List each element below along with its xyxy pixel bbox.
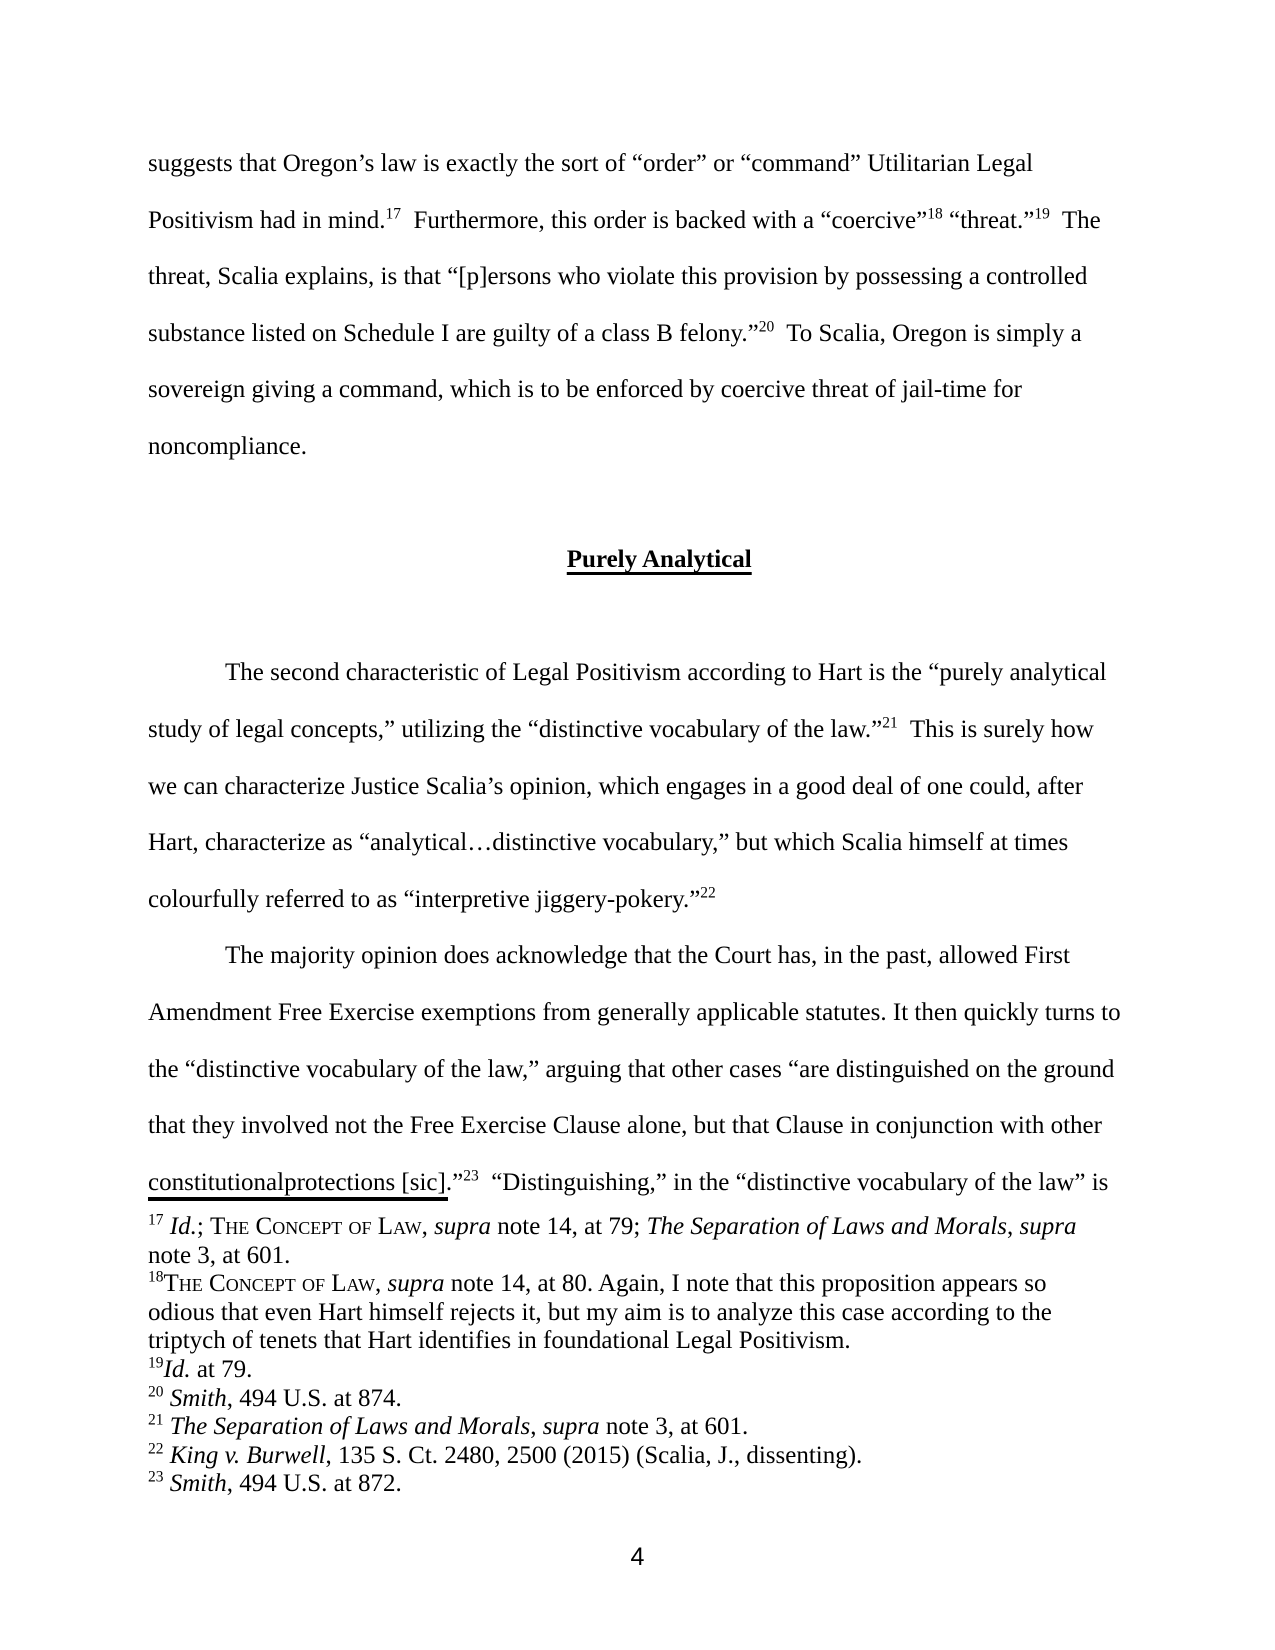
footnote-reference: 21	[882, 714, 898, 732]
text-line	[148, 928, 1133, 985]
text-segment: Id.	[169, 1213, 197, 1240]
text-line	[148, 362, 1133, 419]
text-line	[148, 985, 1133, 1042]
body-text	[148, 136, 1133, 1211]
text-line	[148, 249, 1133, 306]
text-segment: The Concept of Law	[163, 1270, 376, 1298]
text-segment: “Distinguishing,” in the “distinctive vocabulary of the law” is	[478, 1168, 1109, 1196]
text-line	[148, 1413, 1138, 1442]
text-segment: King v. Burwell	[169, 1441, 326, 1469]
text-segment: the “distinctive vocabulary of the law,” arguing that other cases “are distinguished on the ground	[148, 1055, 1115, 1083]
text-line	[148, 815, 1133, 872]
text-segment: supra	[1019, 1213, 1077, 1240]
text-segment: threat, Scalia explains, is that “[p]ersons who violate this provision by possessing a controlled	[148, 263, 1088, 291]
text-line	[148, 1470, 1138, 1499]
footnote-reference: 18	[927, 205, 943, 223]
text-segment: supra	[434, 1213, 492, 1240]
text-segment: supra	[387, 1270, 445, 1298]
text-line	[148, 306, 1133, 363]
text-segment: Amendment Free Exercise exemptions from generally applicable statutes. It then quickly turns to	[148, 998, 1121, 1026]
text-segment: substance listed on Schedule I are guilty of a class B felony.”	[148, 319, 759, 347]
footnote-reference: 22	[700, 884, 716, 902]
text-line	[148, 419, 1133, 476]
text-segment: suggests that Oregon’s law is exactly the sort of “order” or “command” Utilitarian Legal	[148, 150, 1034, 177]
section-heading	[148, 476, 1133, 646]
text-segment: Positivism had in mind.	[148, 206, 386, 234]
text-line	[148, 1327, 1138, 1356]
text-segment: , 135 S. Ct. 2480, 2500 (2015) (Scalia, J., dissenting).	[325, 1441, 863, 1469]
text-segment: The Separation of Laws and Morals	[646, 1213, 1008, 1240]
text-segment: Smith	[169, 1384, 227, 1412]
text-segment: ,	[530, 1413, 543, 1441]
text-segment: , 494 U.S. at 874.	[226, 1384, 402, 1412]
text-line	[148, 1213, 1138, 1242]
text-segment: ,	[375, 1270, 388, 1298]
text-line	[148, 645, 1133, 702]
text-line	[148, 136, 1133, 193]
text-segment: note 14, at 80. Again, I note that this proposition appears so	[444, 1270, 1047, 1298]
text-segment: sovereign giving a command, which is to be enforced by coercive threat of jail-time for	[148, 376, 1022, 404]
text-segment: , 494 U.S. at 872.	[226, 1470, 402, 1498]
footnote-reference: 21	[148, 1411, 164, 1429]
text-line	[148, 1098, 1133, 1155]
text-line	[148, 759, 1133, 816]
text-line	[148, 1155, 1133, 1212]
text-segment: Furthermore, this order is backed with a “coercive”	[401, 206, 928, 234]
text-segment: at 79.	[190, 1355, 253, 1383]
text-line	[148, 1385, 1138, 1414]
text-line	[148, 1299, 1138, 1328]
text-line	[148, 193, 1133, 250]
text-segment: The Separation of Laws and Morals	[169, 1413, 531, 1441]
footnote-reference: 18	[148, 1268, 164, 1286]
footnote-reference: 20	[148, 1383, 164, 1401]
text-segment: noncompliance.	[148, 432, 307, 460]
footnote-reference: 20	[758, 318, 775, 336]
text-segment: Id.	[163, 1355, 191, 1383]
text-line	[148, 1356, 1138, 1385]
text-segment: The majority opinion does acknowledge that the Court has, in the past, allowed First	[225, 942, 1070, 970]
text-line	[148, 872, 1133, 929]
footnote-separator-line	[148, 1197, 448, 1201]
text-segment: note 14, at 79;	[491, 1213, 647, 1240]
text-segment: The Concept of Law	[210, 1213, 422, 1240]
footnote-reference: 19	[148, 1354, 164, 1372]
text-line	[148, 1242, 1138, 1271]
section-heading-text: Purely Analytical	[566, 546, 752, 574]
text-segment: constitutionalprotections [sic].”	[148, 1168, 464, 1196]
text-segment: ,	[421, 1213, 435, 1240]
text-segment: study of legal concepts,” utilizing the “distinctive vocabulary of the law.”	[148, 715, 883, 743]
paragraph-2	[148, 645, 1133, 928]
text-segment: ;	[196, 1213, 211, 1240]
footnote-reference: 19	[1034, 205, 1050, 223]
footnote-reference: 22	[148, 1440, 164, 1458]
text-line	[148, 1042, 1133, 1099]
page-number: 4	[630, 1543, 645, 1571]
text-line	[148, 702, 1133, 759]
text-segment: To Scalia, Oregon is simply a	[774, 319, 1082, 347]
text-segment: colourfully referred to as “interpretive jiggery-pokery.”	[148, 885, 701, 913]
text-segment: Hart, characterize as “analytical…distinctive vocabulary,” but which Scalia himself at times	[148, 829, 1069, 857]
text-line	[148, 1270, 1138, 1299]
text-segment: note 3, at 601.	[599, 1413, 749, 1441]
text-segment: that they involved not the Free Exercise Clause alone, but that Clause in conjunction with other	[148, 1112, 1102, 1140]
footnotes-section	[148, 1213, 1138, 1499]
text-segment: note 3, at 601.	[148, 1241, 291, 1269]
paragraph-1	[148, 136, 1133, 476]
paragraph-3	[148, 928, 1133, 1211]
footnote-reference: 23	[463, 1167, 479, 1185]
text-segment: triptych of tenets that Hart identifies in foundational Legal Positivism.	[148, 1327, 851, 1355]
text-segment: This is surely how	[897, 715, 1094, 743]
text-segment: ,	[1007, 1213, 1020, 1240]
text-segment: The	[1049, 206, 1101, 234]
footnote-reference: 17	[385, 205, 402, 223]
text-segment: “threat.”	[942, 206, 1035, 234]
text-segment: Smith	[169, 1470, 227, 1498]
footnote-reference: 17	[148, 1211, 164, 1229]
text-segment: we can characterize Justice Scalia’s opinion, which engages in a good deal of one could, after	[148, 772, 1084, 800]
text-segment: supra	[542, 1413, 600, 1441]
text-segment: The second characteristic of Legal Positivism according to Hart is the “purely analytical	[225, 659, 1107, 687]
footnote-reference: 23	[148, 1469, 164, 1487]
text-line	[148, 1442, 1138, 1471]
text-segment: odious that even Hart himself rejects it, but my aim is to analyze this case according to the	[148, 1298, 1052, 1326]
